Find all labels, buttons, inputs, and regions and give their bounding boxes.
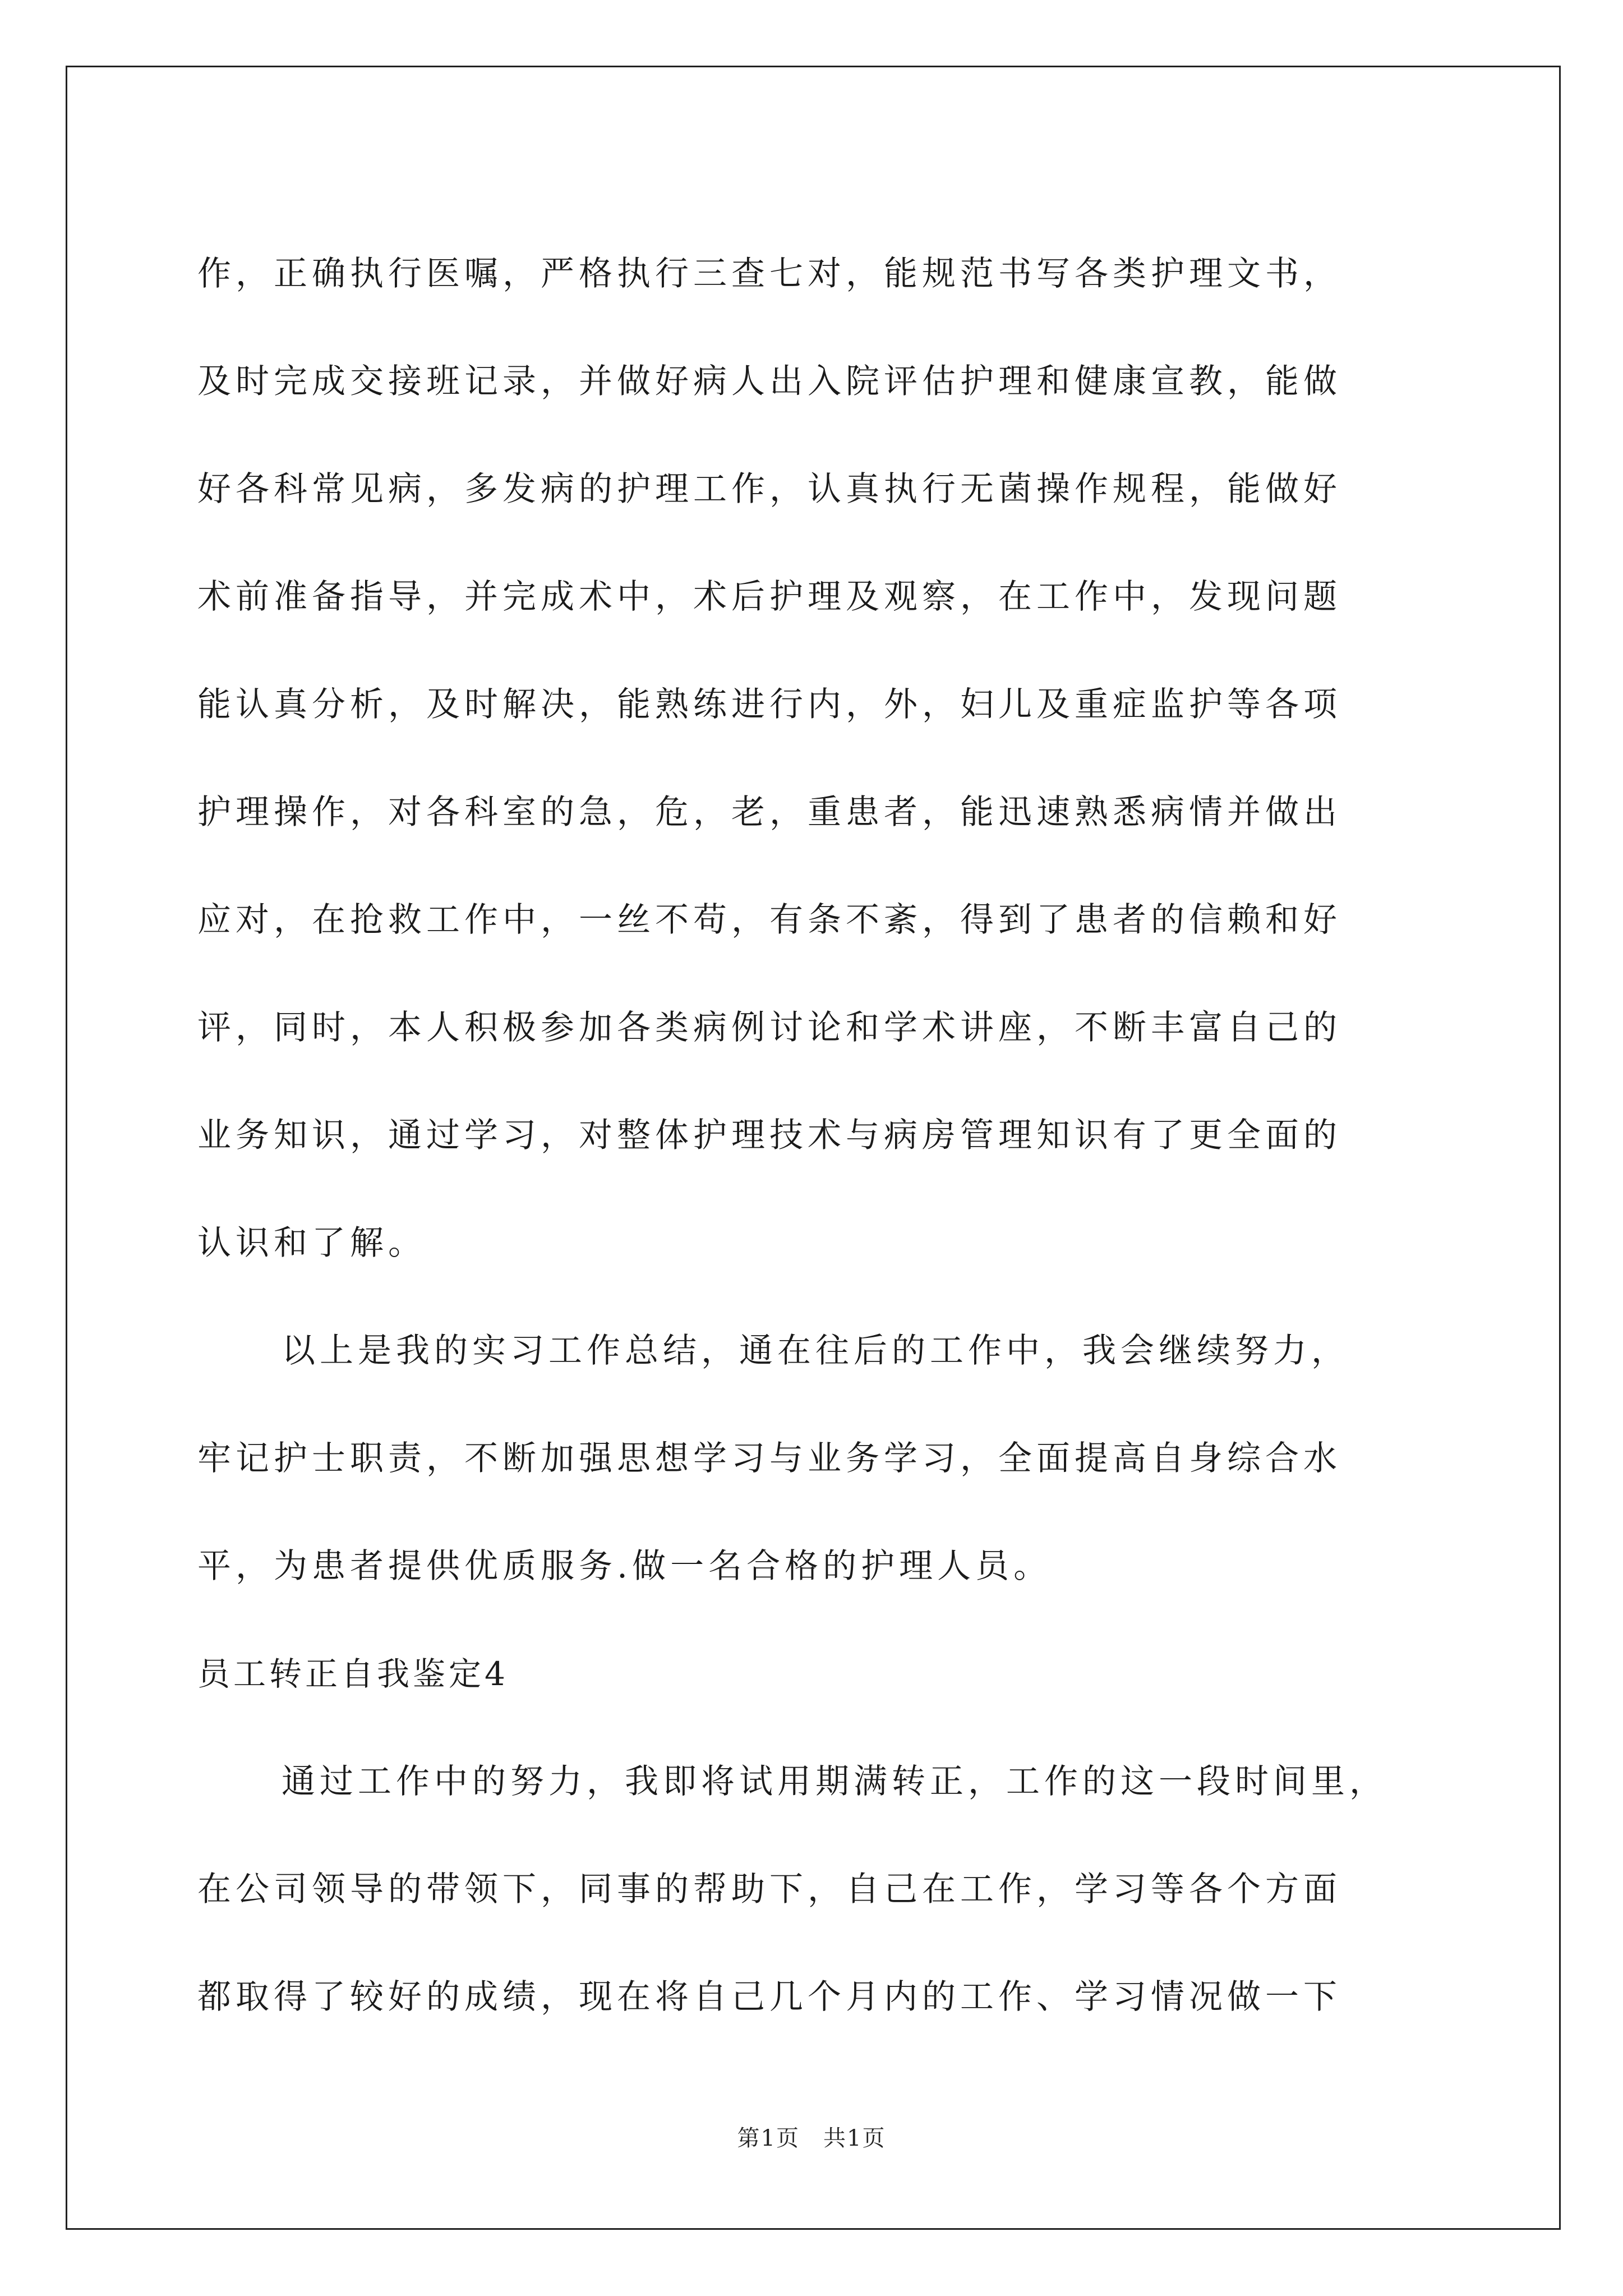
paragraph-start-line: 以上是我的实习工作总结，通在往后的工作中，我会继续努力， xyxy=(282,1331,1349,1370)
body-line: 应对，在抢救工作中，一丝不苟，有条不紊，得到了患者的信赖和好 xyxy=(197,900,1341,940)
body-line: 认识和了解。 xyxy=(197,1223,426,1263)
body-line: 业务知识，通过学习，对整体护理技术与病房管理知识有了更全面的 xyxy=(197,1116,1341,1155)
body-line: 好各科常见病，多发病的护理工作，认真执行无菌操作规程，能做好 xyxy=(197,470,1341,509)
body-line: 及时完成交接班记录，并做好病人出入院评估护理和健康宣教，能做 xyxy=(197,362,1341,401)
page-footer: 第1页 共1页 xyxy=(737,2125,886,2151)
body-line: 护理操作，对各科室的急，危，老，重患者，能迅速熟悉病情并做出 xyxy=(197,793,1341,832)
document-body xyxy=(197,220,1431,2051)
body-line: 在公司领导的带领下，同事的帮助下，自己在工作，学习等各个方面 xyxy=(197,1870,1341,1909)
body-line: 术前准备指导，并完成术中，术后护理及观察，在工作中，发现问题 xyxy=(197,577,1341,616)
body-line: 作，正确执行医嘱，严格执行三查七对，能规范书写各类护理文书， xyxy=(197,254,1341,293)
body-line: 牢记护士职责，不断加强思想学习与业务学习，全面提高自身综合水 xyxy=(197,1439,1341,1478)
body-line: 平，为患者提供优质服务.做一名合格的护理人员。 xyxy=(197,1547,1052,1586)
body-line: 评，同时，本人积极参加各类病例讨论和学术讲座，不断丰富自己的 xyxy=(197,1008,1341,1047)
body-line: 能认真分析，及时解决，能熟练进行内，外，妇儿及重症监护等各项 xyxy=(197,685,1341,724)
paragraph-start-line: 通过工作中的努力，我即将试用期满转正，工作的这一段时间里， xyxy=(282,1762,1387,1801)
section-heading: 员工转正自我鉴定4 xyxy=(197,1655,509,1693)
body-line: 都取得了较好的成绩，现在将自己几个月内的工作、学习情况做一下 xyxy=(197,1977,1341,2017)
